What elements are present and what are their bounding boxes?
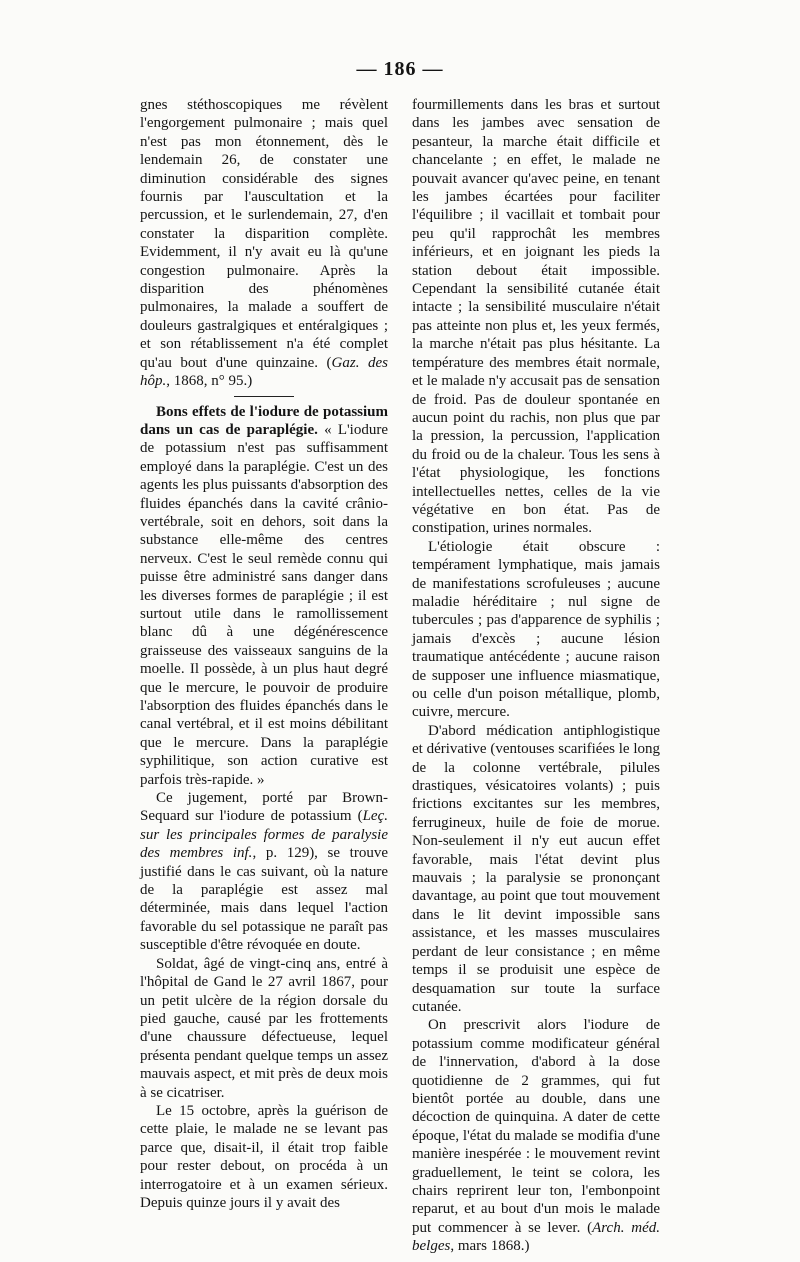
- right-column: [412, 96, 660, 1256]
- paragraph: D'abord médication antiphlogistique et dérivative (ventouses scarifiées le long de la colonne vertébrale, pilules drastiques, vésicatoires volants) ; puis frictions excitantes sur les membres, ferrugineux, huile de foie de morue. Non-seulement il n'y eut aucun effet favorable, mais l'état devint plus mauvais ; la paralysie se prononçant davantage, au point que tout mouvement dans le lit devint impossible sans assistance, et les masses musculaires perdant de leur consistance ; en même temps il se produisit une espèce de desquamation sur toute la surface cutanée.: [412, 722, 660, 1015]
- paragraph-text: Ce jugement, porté par Brown-Sequard sur l'iodure de potassium (: [140, 790, 388, 825]
- paragraph-text: gnes stéthoscopiques me révèlent l'engorgement pulmonaire ; mais quel n'est pas mon étonnement, dès le lendemain 26, de constater une diminution considérable des signes fournis par l'auscultation et la percussion, et le surlendemain, 27, d'en constater la disparition complète. Evidemment, il n'y avait eu là qu'une congestion pulmonaire. Après la disparition des phénomènes pulmonaires, la malade a souffert de douleurs gastralgiques et entéralgiques ; et son rétablissement n'a été complet qu'au bout d'une quinzaine. (: [140, 97, 388, 371]
- citation-detail: , mars 1868.): [450, 1238, 530, 1255]
- section-heading: Bons effets de l'iodure de potassium dans un cas de paraplégie.: [140, 403, 388, 438]
- page-number: — 186 —: [356, 58, 444, 80]
- paragraph: [140, 789, 388, 955]
- paragraph: [140, 403, 388, 790]
- paragraph: [140, 96, 388, 391]
- paragraph: fourmillements dans les bras et surtout dans les jambes avec sensation de pesanteur, la marche était difficile et chancelante ; en effet, le malade ne pouvait avancer qu'avec peine, en tenant les jambes écartées pour faciliter l'équilibre ; il vacillait et tombait pour peu qu'il rapprochât les membres inférieurs, et en joignant les pieds la station debout était impossible. Cependant la sensibilité cutanée était intacte ; la sensibilité musculaire n'était pas atteinte non plus et, les yeux fermés, la marche n'était pas plus hésitante. La température des membres était normale, et le malade n'y accusait pas de sensation de froid. Pas de douleur spontanée en aucun point du rachis, non plus que par la pression, la percussion, l'application du froid ou de la chaleur. Tous les sens à l'état physiologique, les fonctions intellectuelles nettes, celles de la vie végétative en bon état. Pas de constipation, urines normales.: [412, 97, 660, 537]
- reference-title: Leç. sur les principales formes de paralysie des membres inf.: [140, 808, 388, 862]
- left-column: [140, 96, 388, 1212]
- paragraph-text: , p. 129), se trouve justifié dans le cas suivant, où la nature de la paraplégie est assez mal déterminée, mais dans lequel l'action favorable du sel potassique ne paraît pas susceptible d'être révoquée en doute.: [140, 845, 388, 954]
- paragraph: [412, 1016, 660, 1255]
- citation-detail: , 1868, n° 95.): [166, 373, 253, 390]
- section-divider: [234, 396, 294, 397]
- paragraph-text: « L'iodure de potassium n'est pas suffisamment employé dans la paraplégie. C'est un des agents les plus puissants d'absorption des fluides épanchés dans la cavité crânio-vertébrale, soit en dehors, soit dans la substance elle-même des centres nerveux. C'est le seul remède connu qui puisse être administré sans danger dans les diverses formes de paraplégie ; il est surtout utile dans le ramollissement blanc dû à une dégénérescence graisseuse des vaisseaux sanguins de la moelle. Il possède, à un plus haut degré que le mercure, le pouvoir de produire l'absorption des fluides épanchés dans le canal vertébral, et il est moins débilitant que le mercure. Dans la paraplégie syphilitique, son action curative est parfois très-rapide. »: [140, 421, 388, 788]
- paragraph: Le 15 octobre, après la guérison de cette plaie, le malade ne se levant pas parce que, disait-il, il était trop faible pour rester debout, on procéda à un interrogatoire et à un examen sérieux. Depuis quinze jours il y avait des: [140, 1102, 388, 1211]
- paragraph-text: On prescrivit alors l'iodure de potassium comme modificateur général de l'innervation, d'abord à la dose quotidienne de 2 grammes, qui fut bientôt portée au double, dans une décoction de quinquina. A dater de cette époque, l'état du malade se modifia d'une manière inespérée : le mouvement revint graduellement, le teint se colora, les chairs reprirent leur ton, l'embonpoint reparut, et au bout d'un mois le malade put commencer à se lever. (: [412, 1017, 660, 1236]
- paragraph: Soldat, âgé de vingt-cinq ans, entré à l'hôpital de Gand le 27 avril 1867, pour un petit ulcère de la région dorsale du pied gauche, causé par les frottements d'une chaussure défectueuse, lequel présenta pendant quelque temps un assez mauvais aspect, et mit près de deux mois à se cicatriser.: [140, 955, 388, 1101]
- source-citation: Gaz. des hôp.: [140, 354, 388, 390]
- source-citation: Arch. méd. belges: [412, 1219, 660, 1255]
- paragraph: L'étiologie était obscure : tempérament lymphatique, mais jamais de manifestations scrofuleuses ; aucune maladie héréditaire ; nul signe de tubercules ; pas d'apparence de syphilis ; jamais d'excès ; aucune lésion traumatique antécédente ; aucune raison de supposer une influence miasmatique, ou celle d'un poison métallique, plomb, cuivre, mercure.: [412, 538, 660, 721]
